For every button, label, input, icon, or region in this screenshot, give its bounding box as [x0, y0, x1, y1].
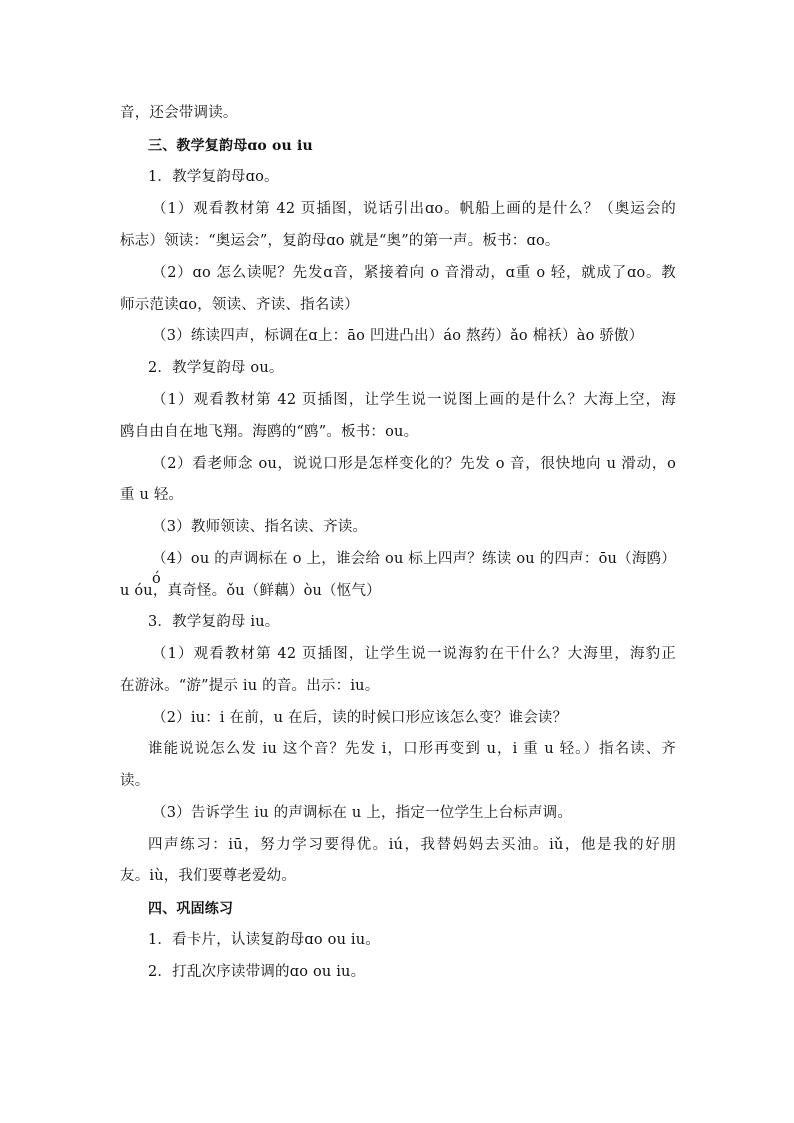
text-line: （3）教师领读、指名读、齐读。 — [152, 519, 368, 535]
text-line: 鸥自由自在地飞翔。海鸥的“鸥”。板书：ou。 — [120, 424, 419, 440]
text-line: 标志）领读：“奥运会”，复韵母ɑo 就是“奥”的第一声。板书：ɑo。 — [120, 233, 560, 249]
text-line: （1）观看教材第 42 页插图，让学生说一说图上画的是什么？大海上空，海 — [152, 392, 676, 408]
text-line: 谁能说说怎么发 iu 这个音？先发 i，口形再变到 u，i 重 u 轻。）指名读、齐 — [148, 741, 676, 757]
text-line: （4）ou 的声调标在 o 上，谁会给 ou 标上四声？练读 ou 的四声：ōu（海鸥）ó — [152, 551, 676, 587]
text-line: （3）练读四声，标调在ɑ上：āo 凹进凸出）áo 熬药）ǎo 棉袄）ào 骄傲） — [152, 328, 644, 344]
text-line: u óu，真奇怪。ǒu（鲜藕）òu（怄气） — [120, 583, 381, 599]
subsection-heading: 2．打乱次序读带调的ɑo ou iu。 — [148, 964, 366, 980]
text-line: （1）观看教材第 42 页插图，让学生说一说海豹在干什么？大海里，海豹正 — [152, 646, 676, 662]
text-line: 音，还会带调读。 — [120, 105, 238, 121]
text-line: （2）ɑo 怎么读呢？先发ɑ音，紧接着向 o 音滑动，ɑ重 o 轻，就成了ɑo。教 — [152, 265, 676, 281]
text-line: 在游泳。“游”提示 iu 的音。出示：iu。 — [120, 678, 380, 694]
subsection-heading: 1．教学复韵母ɑo。 — [148, 169, 279, 185]
subsection-heading: 1．看卡片，认读复韵母ɑo ou iu。 — [148, 932, 380, 948]
text-line: 重 u 轻。 — [120, 487, 184, 503]
text-line: （2）iu：i 在前，u 在后，读的时候口形应该怎么变？谁会读？ — [152, 710, 568, 726]
text-line: 四声练习：iū，努力学习要得优。iú，我替妈妈去买油。iǔ，他是我的好朋 — [148, 837, 676, 853]
text-line: 师示范读ɑo，领读、齐读、指名读） — [120, 297, 359, 313]
section-heading-3: 三、教学复韵母ɑo ou iu — [148, 138, 313, 154]
section-heading-4: 四、巩固练习 — [148, 901, 234, 917]
subsection-heading: 2．教学复韵母 ou。 — [148, 360, 284, 376]
text-line: 友。iù，我们要尊老爱幼。 — [120, 868, 297, 884]
subsection-heading: 3．教学复韵母 iu。 — [148, 614, 280, 630]
text-line: （3）告诉学生 iu 的声调标在 u 上，指定一位学生上台标声调。 — [152, 805, 573, 821]
text-line: （2）看老师念 ou，说说口形是怎样变化的？先发 o 音，很快地向 u 滑动，o — [152, 456, 676, 472]
text-line: 读。 — [120, 773, 150, 789]
text-line: （1）观看教材第 42 页插图，说话引出ɑo。帆船上画的是什么？（奥运会的 — [152, 201, 676, 217]
